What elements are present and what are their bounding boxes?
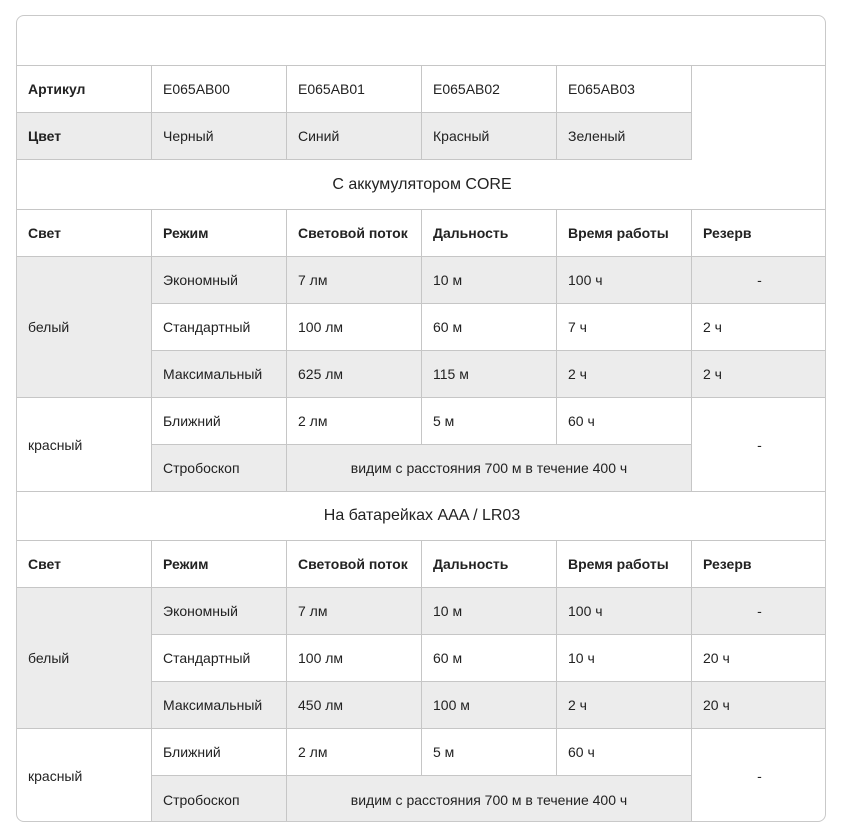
- flux-cell: 450 лм: [287, 682, 422, 729]
- strobe-note: видим с расстояния 700 м в течение 400 ч: [287, 445, 692, 492]
- reserve-cell: -: [757, 768, 762, 784]
- section-title-aaa: На батарейках AAA / LR03: [17, 492, 826, 541]
- light-red: красный: [17, 398, 152, 492]
- strobe-note: видим с расстояния 700 м в течение 400 ч: [287, 776, 692, 822]
- runtime-cell: 2 ч: [557, 682, 692, 729]
- reserve-cell: 20 ч: [692, 682, 826, 729]
- flux-cell: 100 лм: [287, 304, 422, 351]
- light-white: белый: [17, 257, 152, 398]
- flux-cell: 2 лм: [287, 398, 422, 445]
- mode-cell: Максимальный: [152, 682, 287, 729]
- flux-cell: 7 лм: [287, 257, 422, 304]
- range-cell: 60 м: [422, 635, 557, 682]
- color-value: Красный: [422, 113, 557, 160]
- runtime-cell: 7 ч: [557, 304, 692, 351]
- header-mode: Режим: [152, 541, 287, 588]
- article-label: Артикул: [17, 66, 152, 113]
- reserve-cell: 2 ч: [692, 304, 826, 351]
- light-white: белый: [17, 588, 152, 729]
- spec-table: [16, 15, 826, 822]
- table-caption: [17, 16, 826, 66]
- runtime-cell: 100 ч: [557, 588, 692, 635]
- article-code: E065AB00: [152, 66, 287, 113]
- range-cell: 100 м: [422, 682, 557, 729]
- section-title-core: С аккумулятором CORE: [17, 160, 826, 210]
- reserve-cell: 20 ч: [692, 635, 826, 682]
- header-range: Дальность: [422, 541, 557, 588]
- mode-cell: Экономный: [152, 588, 287, 635]
- article-code: E065AB02: [422, 66, 557, 113]
- header-mode: Режим: [152, 210, 287, 257]
- range-cell: 10 м: [422, 257, 557, 304]
- runtime-cell: 2 ч: [557, 351, 692, 398]
- flux-cell: 100 лм: [287, 635, 422, 682]
- color-value: Черный: [152, 113, 287, 160]
- header-light: Свет: [17, 210, 152, 257]
- article-code: E065AB03: [557, 66, 692, 113]
- header-reserve: Резерв: [692, 210, 826, 257]
- mode-cell: Стробоскоп: [152, 445, 287, 492]
- runtime-cell: 100 ч: [557, 257, 692, 304]
- range-cell: 115 м: [422, 351, 557, 398]
- mode-cell: Стандартный: [152, 304, 287, 351]
- runtime-cell: 60 ч: [557, 398, 692, 445]
- mode-cell: Ближний: [152, 729, 287, 776]
- header-reserve: Резерв: [692, 541, 826, 588]
- header-flux: Световой поток: [287, 210, 422, 257]
- article-code: E065AB01: [287, 66, 422, 113]
- header-light: Свет: [17, 541, 152, 588]
- range-cell: 5 м: [422, 398, 557, 445]
- range-cell: 10 м: [422, 588, 557, 635]
- mode-cell: Максимальный: [152, 351, 287, 398]
- mode-cell: Экономный: [152, 257, 287, 304]
- flux-cell: 7 лм: [287, 588, 422, 635]
- runtime-cell: 10 ч: [557, 635, 692, 682]
- reserve-cell: 2 ч: [692, 351, 826, 398]
- header-flux: Световой поток: [287, 541, 422, 588]
- mode-cell: Стандартный: [152, 635, 287, 682]
- runtime-cell: 60 ч: [557, 729, 692, 776]
- color-value: Зеленый: [557, 113, 692, 160]
- header-range: Дальность: [422, 210, 557, 257]
- flux-cell: 2 лм: [287, 729, 422, 776]
- reserve-cell: -: [692, 398, 826, 492]
- reserve-cell: -: [692, 257, 826, 304]
- range-cell: 5 м: [422, 729, 557, 776]
- color-label: Цвет: [17, 113, 152, 160]
- header-runtime: Время работы: [557, 541, 692, 588]
- flux-cell: 625 лм: [287, 351, 422, 398]
- reserve-cell: -: [692, 588, 826, 635]
- light-red: красный: [17, 729, 152, 822]
- header-runtime: Время работы: [557, 210, 692, 257]
- mode-cell: Ближний: [152, 398, 287, 445]
- mode-cell: Стробоскоп: [152, 776, 287, 822]
- color-value: Синий: [287, 113, 422, 160]
- range-cell: 60 м: [422, 304, 557, 351]
